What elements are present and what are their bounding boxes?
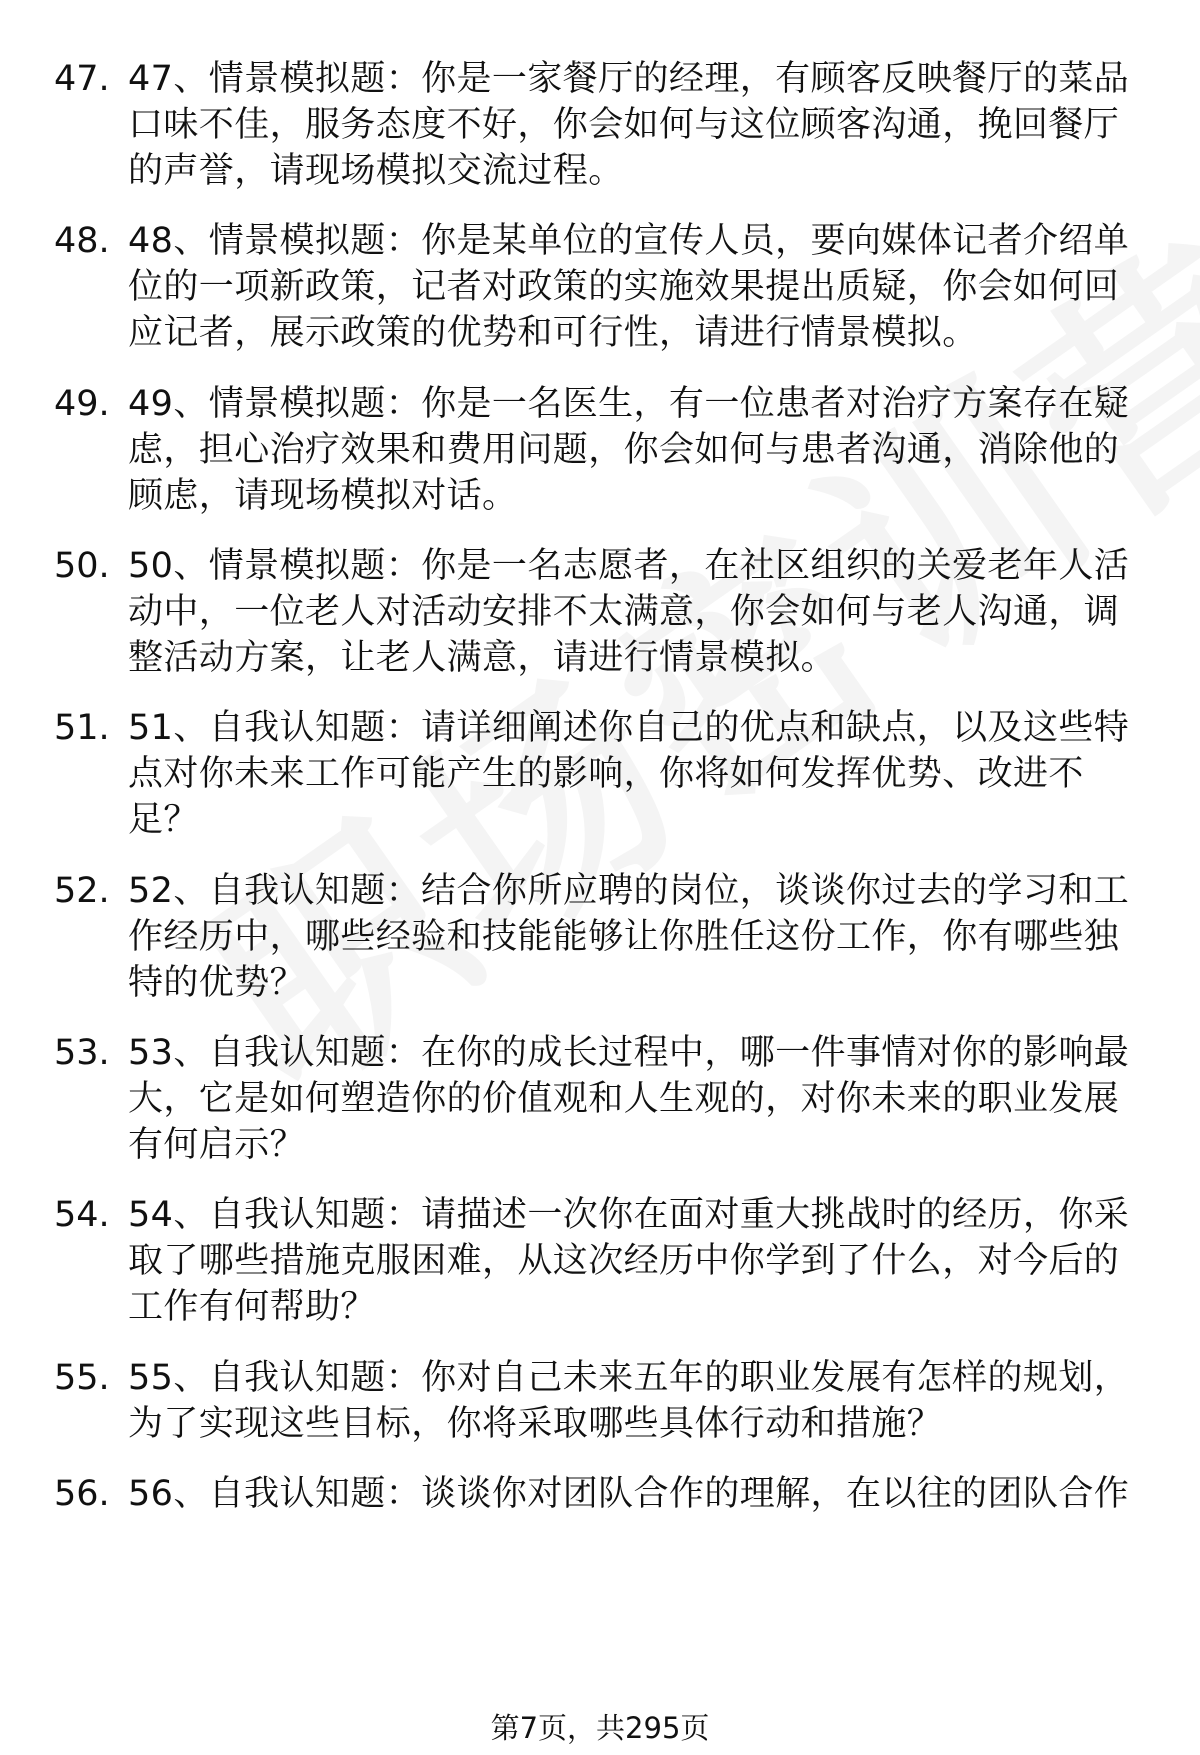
question-line: 作经历中，哪些经验和技能能够让你胜任这份工作，你有哪些独 <box>128 917 1120 957</box>
question-number: 54. <box>54 1195 110 1235</box>
question-line: 虑，担心治疗效果和费用问题，你会如何与患者沟通，消除他的 <box>128 430 1120 470</box>
question-text <box>128 56 1154 194</box>
question-line: 应记者，展示政策的优势和可行性，请进行情景模拟。 <box>128 313 978 353</box>
question-line: 工作有何帮助？ <box>128 1287 376 1327</box>
question-line: 顾虑，请现场模拟对话。 <box>128 476 518 516</box>
question-text <box>128 1030 1154 1168</box>
question-text <box>128 1355 1154 1447</box>
question-line: 的声誉，请现场模拟交流过程。 <box>128 151 624 191</box>
question-line: 取了哪些措施克服困难，从这次经历中你学到了什么，对今后的 <box>128 1241 1120 1281</box>
question-number: 49. <box>54 384 110 424</box>
question-number: 53. <box>54 1033 110 1073</box>
question-line: 55、自我认知题：你对自己未来五年的职业发展有怎样的规划， <box>128 1358 1130 1398</box>
question-line: 动中，一位老人对活动安排不太满意，你会如何与老人沟通，调 <box>128 592 1120 632</box>
question-line: 54、自我认知题：请描述一次你在面对重大挑战时的经历，你采 <box>128 1195 1130 1235</box>
question-line: 位的一项新政策，记者对政策的实施效果提出质疑，你会如何回 <box>128 267 1120 307</box>
question-number: 50. <box>54 546 110 586</box>
page-number-label: 第7页，共295页 <box>490 1711 710 1745</box>
question-line: 49、情景模拟题：你是一名医生，有一位患者对治疗方案存在疑 <box>128 384 1130 424</box>
question-number: 51. <box>54 708 110 748</box>
question-line: 50、情景模拟题：你是一名志愿者，在社区组织的关爱老年人活 <box>128 546 1130 586</box>
question-number: 47. <box>54 59 110 99</box>
question-line: 为了实现这些目标，你将采取哪些具体行动和措施？ <box>128 1404 943 1444</box>
question-number: 55. <box>54 1358 110 1398</box>
question-line: 52、自我认知题：结合你所应聘的岗位，谈谈你过去的学习和工 <box>128 871 1130 911</box>
question-line: 47、情景模拟题：你是一家餐厅的经理，有顾客反映餐厅的菜品 <box>128 59 1130 99</box>
question-line: 48、情景模拟题：你是某单位的宣传人员，要向媒体记者介绍单 <box>128 221 1130 261</box>
question-line: 点对你未来工作可能产生的影响，你将如何发挥优势、改进不 <box>128 754 1084 794</box>
question-line: 51、自我认知题：请详细阐述你自己的优点和缺点，以及这些特 <box>128 708 1130 748</box>
question-line: 53、自我认知题：在你的成长过程中，哪一件事情对你的影响最 <box>128 1033 1130 1073</box>
question-text <box>128 1471 1154 1517</box>
question-line: 特的优势？ <box>128 963 306 1003</box>
question-line: 足？ <box>128 800 199 840</box>
question-number: 48. <box>54 221 110 261</box>
question-number: 56. <box>54 1474 110 1514</box>
question-text <box>128 543 1154 681</box>
question-text <box>128 218 1154 356</box>
page-footer <box>0 1710 1200 1746</box>
question-line: 整活动方案，让老人满意，请进行情景模拟。 <box>128 638 837 678</box>
question-number: 52. <box>54 871 110 911</box>
question-line: 口味不佳，服务态度不好，你会如何与这位顾客沟通，挽回餐厅 <box>128 105 1120 145</box>
question-text <box>128 381 1154 519</box>
question-text <box>128 705 1154 843</box>
question-line: 有何启示？ <box>128 1125 306 1165</box>
question-text <box>128 1192 1154 1330</box>
question-line: 大，它是如何塑造你的价值观和人生观的，对你未来的职业发展 <box>128 1079 1120 1119</box>
question-text <box>128 868 1154 1006</box>
question-line: 56、自我认知题：谈谈你对团队合作的理解，在以往的团队合作 <box>128 1474 1130 1514</box>
